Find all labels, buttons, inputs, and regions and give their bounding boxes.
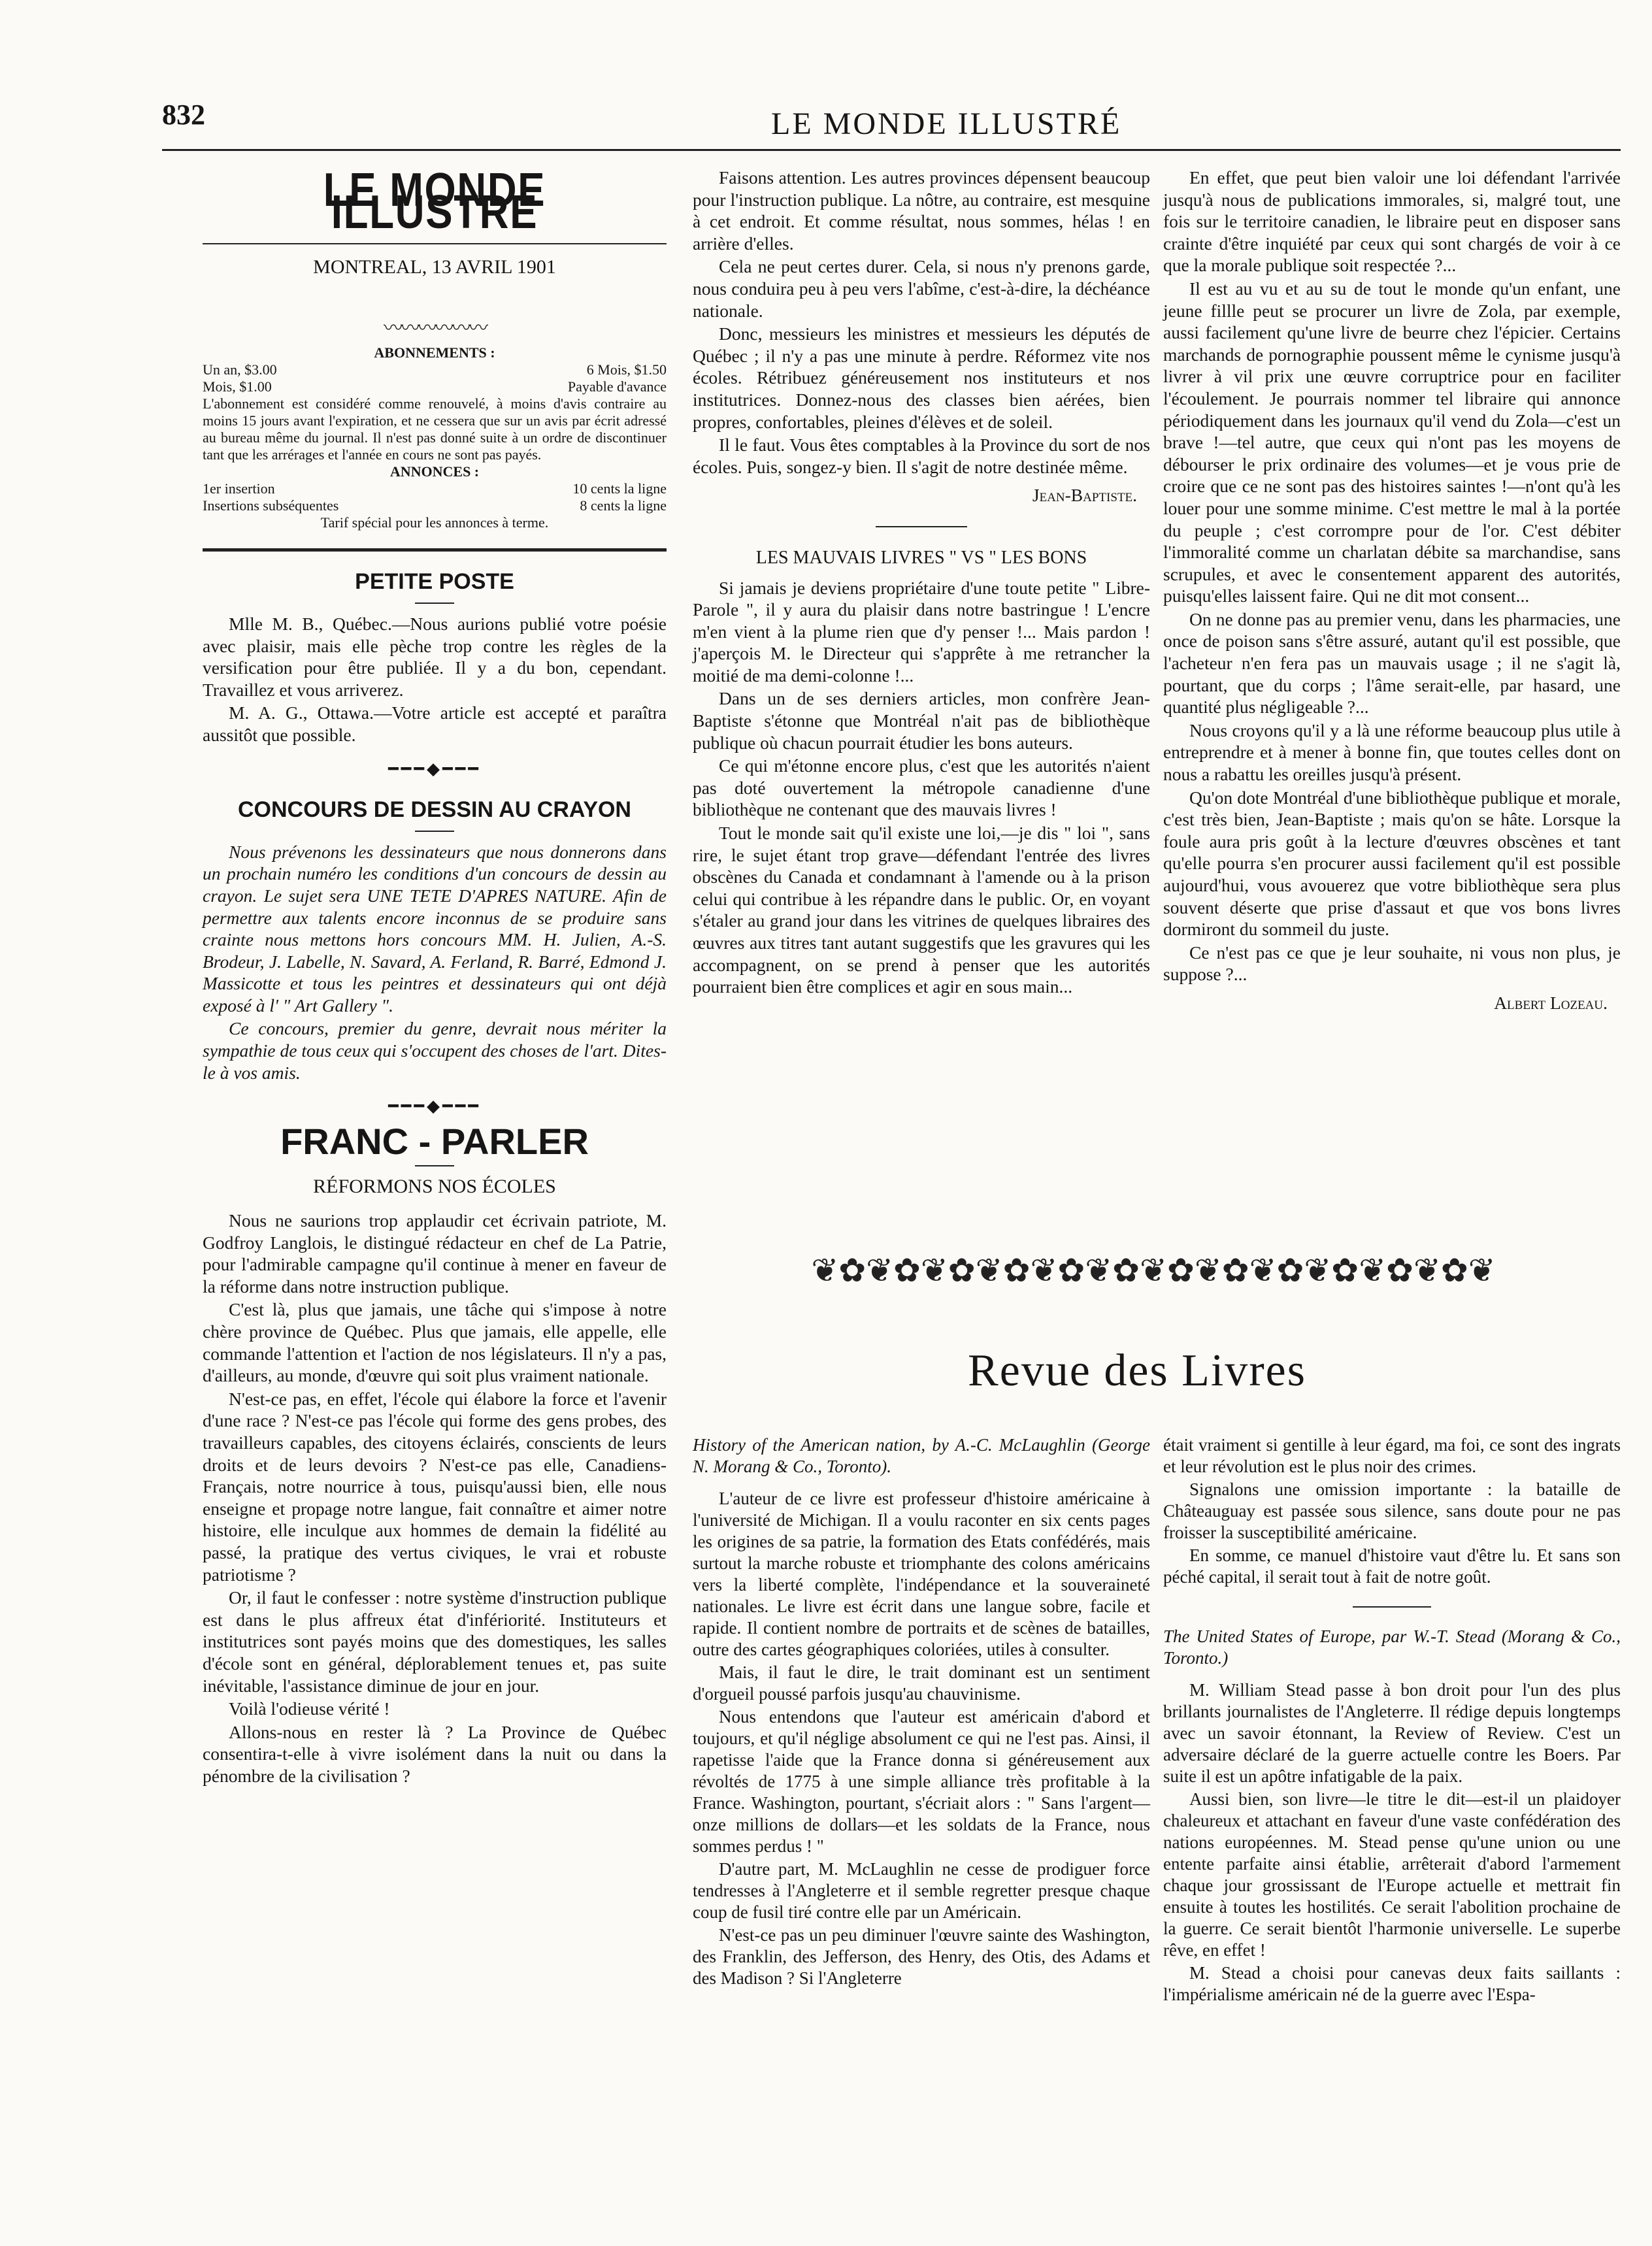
ornament-divider: ━━━◆━━━ — [388, 759, 481, 778]
masthead-rule — [203, 243, 667, 244]
column-1 — [203, 164, 667, 1788]
masthead-title: LE MONDE ILLUSTRE — [323, 164, 546, 239]
ml-paragraph: Si jamais je deviens propriétaire d'une toute petite " Libre-Parole ", il y aura du plaisir dans notre bastringue ! L'encre m'en vient à la plume rien que d'y penser !... Mais pardon ! j'aperçois M. le Directeur qui s'apprête à me retrancher la moitié de ma demi-colonne !... — [693, 577, 1150, 685]
sub-year: Un an, $3.00 — [203, 361, 277, 378]
short-rule — [415, 831, 454, 832]
franc-parler-subtitle: RÉFORMONS NOS ÉCOLES — [313, 1176, 556, 1198]
book1-paragraph: N'est-ce pas un peu diminuer l'œuvre sainte des Washington, des Franklin, des Jefferson, des Henry, des Otis, des Adams et des Madison ? Si l'Angleterre — [693, 1925, 1150, 1988]
ads-row-1 — [203, 480, 667, 497]
book1-paragraph: L'auteur de ce livre est professeur d'histoire américaine à l'université de Michigan. Il a voulu raconter en six cents pages les origines de sa patrie, la formation des Etats confédérés, mais surtout la marche robuste et triomphante des colons américains vers la liberté complète, l'indépendance et la souveraineté nationales. Le livre est écrit dans une langue sobre, facile et rapide. Il contient nombre de portraits et de scènes de batailles, outre des cartes géographiques coloriées, utiles à consulter. — [693, 1489, 1150, 1659]
short-rule — [415, 1165, 454, 1166]
subscriptions-row-2 — [203, 378, 667, 395]
ads-row-2 — [203, 497, 667, 514]
ml-continued: Nous croyons qu'il y a là une réforme beaucoup plus utile à entreprendre et à mener à bonne fin, que toutes celles dont on nous a rabattu les oreilles jusqu'à présent. — [1163, 719, 1621, 785]
running-title: LE MONDE ILLUSTRÉ — [771, 107, 1122, 141]
book2-paragraph: M. William Stead passe à bon droit pour l'un des plus brillants journalistes de l'Angleterre. Il rédige depuis longtemps avec un savoir étonnant, la Review of Review. C'est un adversaire déclaré de la guerre actuelle contre les Boers. Par suite il est un apôtre infatigable de la paix. — [1163, 1680, 1621, 1786]
petite-poste-p2: M. A. G., Ottawa.—Votre article est accepté et paraîtra aussitôt que possible. — [203, 702, 667, 745]
dateline: MONTREAL, 13 AVRIL 1901 — [313, 256, 556, 278]
signature-jean-baptiste: Jean-Baptiste. — [1032, 485, 1137, 506]
book1-paragraph: Nous entendons que l'auteur est américain d'abord et toujours, et qu'il néglige absolument ce qui ne l'est pas. Ainsi, il rapetisse l'aide que la France donna si généreusement aux révoltés de 1775 à une simple alliance très profitable à la France. Washington, pourtant, s'écriait alors : " Sans l'argent—onze millions de dollars—et les soldats de la France, nous sommes perdus ! " — [693, 1707, 1150, 1856]
fp-continued: Cela ne peut certes durer. Cela, si nous n'y prenons garde, nous conduira peu à peu vers l'abîme, c'est-à-dire, la déchéance nationale. — [693, 256, 1150, 321]
franc-parler-title: FRANC - PARLER — [280, 1120, 589, 1162]
fp-paragraph: Allons-nous en rester là ? La Province de Québec consentira-t-elle à vivre isolément dans la nuit ou dans la pénombre de la civilisation ? — [203, 1721, 667, 1786]
short-rule — [1353, 1606, 1431, 1608]
subscriptions-row-1 — [203, 361, 667, 378]
fp-continued: Donc, messieurs les ministres et messieurs les députés de Québec ; il n'y a pas une minute à perdre. Réformez vite nos écoles. Rétribuez généreusement nos instituteurs et nos institutrices. Donnez-nous des classes bien aérées, bien propres, confortables, pleines d'élèves et de soleil. — [693, 323, 1150, 432]
fp-paragraph: Voilà l'odieuse vérité ! — [229, 1698, 390, 1719]
revue-title: Revue des Livres — [968, 1346, 1306, 1396]
book2-paragraph: Aussi bien, son livre—le titre le dit—est-il un plaidoyer chaleureux et attachant en faveur d'une vaste confédération des nations européennes. M. Stead pense qu'une union ou une entente parfaite ainsi établie, arrêterait d'abord l'armement chaque jour grossissant de l'Europe actuelle et mettrait fin ensuite à toutes les hostilités. Ce serait l'abolition prochaine de la guerre. Ce serait bientôt l'harmonie universelle. Le superbe rêve, en effet ! — [1163, 1789, 1621, 1960]
ornamental-scroll-band: ❦✿❦✿❦✿❦✿❦✿❦✿❦✿❦✿❦✿❦✿❦✿❦✿❦ — [811, 1252, 1496, 1289]
sub-payable: Payable d'avance — [567, 378, 667, 395]
subscriptions-notice: L'abonnement est considéré comme renouvelé, à moins d'avis contraire au moins 15 jours avant l'expiration, et ne cessera que sur un avis par écrit adressé au bureau même du journal. Il n'est pas donné suite à un ordre de discontinuer tant que les arrérages et l'année en cours ne sont pas payés. — [203, 395, 667, 463]
page-number: 832 — [162, 99, 205, 131]
ml-continued: On ne donne pas au premier venu, dans les pharmacies, une once de poison sans s'être assuré, autant qu'il est possible, que l'acheteur n'en fera pas un mauvais usage ; il ne s'agit là, pourtant, que du corps ; l'âme serait-elle, par hasard, une quantité plus négligeable ?... — [1163, 608, 1621, 718]
short-rule — [415, 603, 454, 604]
ml-continued: Qu'on dote Montréal d'une bibliothèque publique et morale, c'est très bien, Jean-Baptiste ; mais qu'on se hâte. Lorsque la foule aura pris goût à la lecture d'œuvres obscènes et tant qu'elle pourra s'en procurer aussi facilement qu'il est possible aujourd'hui, vous avouerez que votre bibliothèque sera plus souvent déserte que prise d'assaut et que vos bons livres dormiront du sommeil du juste. — [1163, 787, 1621, 940]
ads-heading: ANNONCES : — [389, 463, 480, 480]
sub-six-months: 6 Mois, $1.50 — [586, 361, 667, 378]
book1-paragraph: D'autre part, M. McLaughlin ne cesse de prodiguer force tendresses à l'Angleterre et il semble regretter presque chaque coup de fusil tiré contre elle par un Américain. — [693, 1859, 1150, 1922]
ml-continued: En effet, que peut bien valoir une loi défendant l'arrivée jusqu'à nous de publications immorales, si, malgré tout, une fois sur le territoire canadien, le libraire peut en disposer sans crainte d'être inquiété par ceux qui sont chargés de voir à ce que la morale publique soit respectée ?... — [1163, 167, 1621, 276]
revue-column-2 — [1163, 1434, 1621, 2007]
ad-first-price: 10 cents la ligne — [572, 480, 667, 497]
book1-continued: était vraiment si gentille à leur égard, ma foi, ce sont des ingrats et leur révolution est le plus noir des crimes. — [1163, 1435, 1621, 1476]
book1-reference: History of the American nation, by A.-C. McLaughlin (George N. Morang & Co., Toronto). — [693, 1435, 1150, 1476]
concours-title: CONCOURS DE DESSIN AU CRAYON — [237, 797, 631, 823]
ml-paragraph: Dans un de ses derniers articles, mon confrère Jean-Baptiste s'étonne que Montréal n'ait pas de bibliothèque publique où chacun pourrait étudier les bons auteurs. — [693, 688, 1150, 753]
column-2 — [693, 167, 1150, 999]
ad-next-price: 8 cents la ligne — [580, 497, 667, 514]
fp-continued: Faisons attention. Les autres provinces dépensent beaucoup pour l'instruction publique. La nôtre, au contraire, est mesquine à cet endroit. Et comme résultat, nous sommes, hélas ! en arrière d'elles. — [693, 167, 1150, 254]
book2-reference: The United States of Europe, par W.-T. Stead (Morang & Co., Toronto.) — [1163, 1627, 1621, 1668]
petite-poste-p1: Mlle M. B., Québec.—Nous aurions publié votre poésie avec plaisir, mais elle pèche trop contre les règles de la versification pour être publiée. Il y a du bon, cependant. Travaillez et vous arriverez. — [203, 613, 667, 700]
ml-paragraph: Tout le monde sait qu'il existe une loi,—je dis " loi ", sans rire, le sujet étant trop grave—défendant l'entrée des livres obscènes du Canada et condamnant à l'amende ou à la prison celui qui contribue à les répandre dans le public. Or, en voyant s'étaler au grand jour dans les vitrines de quelques libraires des œuvres aux titres tant autant suggestifs que les gravures qui les accompagnent, on se prend à penser que les autorités pourraient bien être complices et agir en sous main... — [693, 823, 1150, 997]
header-rule — [162, 149, 1621, 151]
fp-paragraph: N'est-ce pas, en effet, l'école qui élabore la force et l'avenir d'une race ? N'est-ce pas l'école qui forme des gens probes, des travailleurs capables, des citoyens éclairés, conscients de leurs droits et de leurs devoirs ? N'est-ce pas elle, Canadiens-Français, notre nourrice à tous, puisqu'aussi bien, elle nous enseigne et propage notre langue, fait connaître et aimer notre histoire, elle inculque aux hommes de demain la fidélité au passé, la pratique des vertus civiques, le vrai et robuste patriotisme ? — [203, 1388, 667, 1585]
fp-paragraph: Nous ne saurions trop applaudir cet écrivain patriote, M. Godfroy Langlois, le distingué rédacteur en chef de La Patrie, pour l'admirable campagne qu'il continue à mener en faveur de la réforme dans notre instruction publique. — [203, 1210, 667, 1296]
ad-first: 1er insertion — [203, 480, 275, 497]
ad-next: Insertions subséquentes — [203, 497, 339, 514]
signature-lozeau: Albert Lozeau. — [1494, 992, 1608, 1013]
sub-month: Mois, $1.00 — [203, 378, 272, 395]
wavy-divider: 〰〰〰〰〰〰 — [384, 317, 486, 339]
revue-column-1 — [693, 1434, 1150, 1990]
book1-continued: Signalons une omission importante : la bataille de Châteauguay est passée sous silence, sans doute pour ne pas froisser la susceptibilité américaine. — [1163, 1479, 1621, 1542]
concours-p1: Nous prévenons les dessinateurs que nous donnerons dans un prochain numéro les conditions d'un concours de dessin au crayon. Le sujet sera UNE TETE D'APRES NATURE. Afin de permettre aux talents encore inconnus de se produire sans crainte nous mettons hors concours MM. H. Julien, A.-S. Brodeur, J. Labelle, N. Savard, A. Ferland, R. Barré, Edmond J. Massicotte et tous les peintres et dessinateurs qui ont déjà exposé à l' " Art Gallery ". — [203, 841, 667, 1016]
ornament-divider: ━━━◆━━━ — [388, 1097, 481, 1116]
fp-paragraph: C'est là, plus que jamais, une tâche qui s'impose à notre chère province de Québec. Plus que jamais, elle appelle, elle commande l'attention et l'action de nos législateurs. Il n'y a pas, d'ailleurs, au monde, d'œuvre qui soit plus vraiment nationale. — [203, 1299, 667, 1386]
petite-poste-title: PETITE POSTE — [355, 569, 514, 595]
concours-p2: Ce concours, premier du genre, devrait nous mériter la sympathie de tous ceux qui s'occupent des choses de l'art. Dites-le à vos amis. — [203, 1018, 667, 1083]
section-rule — [203, 548, 667, 552]
subscriptions-heading: ABONNEMENTS : — [374, 344, 495, 361]
ml-continued: Il est au vu et au su de tout le monde qu'un enfant, une jeune fillle peut se procurer un livre de Zola, par exemple, aussi facilement qu'une livre de beurre chez l'épicier. Certains marchands de pornographie poussent même le cynisme jusqu'à livrer à vil prix une œuvre corruptrice pour en faciliter l'écoulement. Je pourrais nommer tel libraire qui annonce périodiquement dans les journaux qu'il vend du Zola—c'est un brave !—tel autre, que ceux qui n'ont pas les moyens de débourser le prix ordinaire des volumes—et je vous prie de croire que ce ne sont pas des histoires saintes !—n'ont qu'à les louer pour une somme minime. C'est mettre le mal à la portée du peuple ; c'est corrompre pour de l'or. C'est débiter l'immoralité comme un charlatan débite sa marchandise, sans scrupules, et avec le consentement apparent des autorités, puisqu'elles laissent faire. Qui ne dit mot consent... — [1163, 278, 1621, 606]
ml-paragraph: Ce qui m'étonne encore plus, c'est que les autorités n'aient pas doté ouvertement la métropole canadienne d'une bibliothèque ne contenant que des mauvais livres ! — [693, 755, 1150, 820]
column-3 — [1163, 167, 1621, 1021]
book1-paragraph: Mais, il faut le dire, le trait dominant est un sentiment d'orgueil poussé parfois jusqu'au chauvinisme. — [693, 1662, 1150, 1704]
fp-paragraph: Or, il faut le confesser : notre système d'instruction publique est dans le plus affreux état d'infériorité. Instituteurs et institutrices sont payés moins que des domestiques, les salles d'école sont en général, déplorablement tenues et, pas suite inévitable, l'assistance diminue de jour en jour. — [203, 1587, 667, 1696]
ml-continued: Ce n'est pas ce que je leur souhaite, ni vous non plus, je suppose ?... — [1163, 942, 1621, 985]
book2-paragraph: M. Stead a choisi pour canevas deux faits saillants : l'impérialisme américain né de la guerre avec l'Espa- — [1163, 1963, 1621, 2004]
ads-tariff: Tarif spécial pour les annonces à terme. — [320, 514, 549, 531]
book1-continued: En somme, ce manuel d'histoire vaut d'être lu. Et sans son péché capital, il serait tout à fait de notre goût. — [1163, 1545, 1621, 1587]
fp-continued: Il le faut. Vous êtes comptables à la Province du sort de nos écoles. Puis, songez-y bien. Il s'agit de notre destinée même. — [693, 435, 1150, 477]
short-rule — [876, 526, 967, 527]
mauvais-livres-title: LES MAUVAIS LIVRES " VS " LES BONS — [755, 547, 1087, 568]
